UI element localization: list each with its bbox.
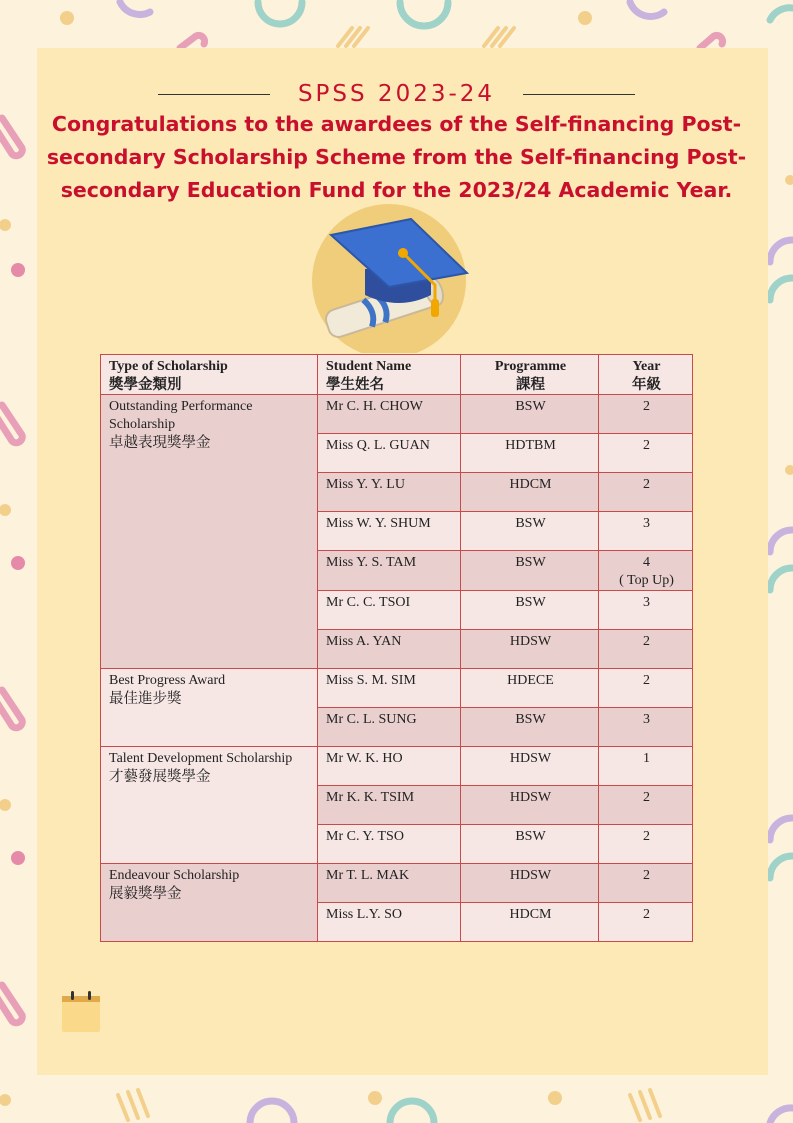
scholarship-type-cell: Endeavour Scholarship 展毅獎學金 <box>101 864 318 942</box>
header-type-of-scholarship: Type of Scholarship 獎學金類別 <box>101 355 318 395</box>
programme: BSW <box>461 395 599 434</box>
programme: HDCM <box>461 903 599 942</box>
header-rule-left <box>158 94 270 95</box>
programme: HDTBM <box>461 434 599 473</box>
student-name: Miss A. YAN <box>318 630 461 669</box>
year-note: ( Top Up) <box>619 573 674 588</box>
programme: BSW <box>461 551 599 591</box>
headline: Congratulations to the awardees of the Self-financing Post-secondary Scholarship Scheme from the Self-financing Post-secondary Education Fund for the 2023/24 Academic Year. <box>46 112 747 202</box>
year: 2 <box>599 903 693 942</box>
year: 3 <box>599 591 693 630</box>
year: 2 <box>599 630 693 669</box>
table-row <box>101 395 693 434</box>
programme: HDSW <box>461 747 599 786</box>
header-rule-right <box>523 94 635 95</box>
programme: HDSW <box>461 786 599 825</box>
year: 2 <box>599 786 693 825</box>
year: 2 <box>599 825 693 864</box>
header-label: SPSS 2023-24 <box>297 81 496 107</box>
scholarship-type-cell: Talent Development Scholarship 才藝發展獎學金 <box>101 747 318 864</box>
scholarship-table <box>100 354 693 942</box>
header-label-row <box>0 78 793 110</box>
scholarship-type-cell: Outstanding Performance Scholarship 卓越表現獎學金 <box>101 395 318 669</box>
table-row <box>101 669 693 708</box>
year <box>599 551 693 591</box>
student-name: Mr T. L. MAK <box>318 864 461 903</box>
programme: BSW <box>461 512 599 551</box>
year: 3 <box>599 512 693 551</box>
student-name: Mr C. Y. TSO <box>318 825 461 864</box>
student-name: Mr C. C. TSOI <box>318 591 461 630</box>
student-name: Mr W. K. HO <box>318 747 461 786</box>
year: 3 <box>599 708 693 747</box>
student-name: Mr K. K. TSIM <box>318 786 461 825</box>
programme: HDECE <box>461 669 599 708</box>
programme: BSW <box>461 591 599 630</box>
year: 1 <box>599 747 693 786</box>
student-name: Miss Y. Y. LU <box>318 473 461 512</box>
year: 2 <box>599 669 693 708</box>
year: 2 <box>599 473 693 512</box>
student-name: Miss Y. S. TAM <box>318 551 461 591</box>
header-student-name: Student Name 學生姓名 <box>318 355 461 395</box>
programme: BSW <box>461 825 599 864</box>
calendar-icon <box>61 990 101 1034</box>
table-header-row <box>101 355 693 395</box>
student-name: Miss W. Y. SHUM <box>318 512 461 551</box>
scholarship-type-cell: Best Progress Award 最佳進步獎 <box>101 669 318 747</box>
student-name: Miss S. M. SIM <box>318 669 461 708</box>
header-year: Year 年級 <box>599 355 693 395</box>
graduation-cap-icon <box>307 203 475 353</box>
programme: HDSW <box>461 630 599 669</box>
programme: HDSW <box>461 864 599 903</box>
header-programme: Programme 課程 <box>461 355 599 395</box>
programme: HDCM <box>461 473 599 512</box>
table-row <box>101 747 693 786</box>
year-value: 4 <box>643 555 650 570</box>
year: 2 <box>599 395 693 434</box>
year: 2 <box>599 864 693 903</box>
year: 2 <box>599 434 693 473</box>
student-name: Miss L.Y. SO <box>318 903 461 942</box>
programme: BSW <box>461 708 599 747</box>
student-name: Miss Q. L. GUAN <box>318 434 461 473</box>
student-name: Mr C. H. CHOW <box>318 395 461 434</box>
table-row <box>101 864 693 903</box>
student-name: Mr C. L. SUNG <box>318 708 461 747</box>
